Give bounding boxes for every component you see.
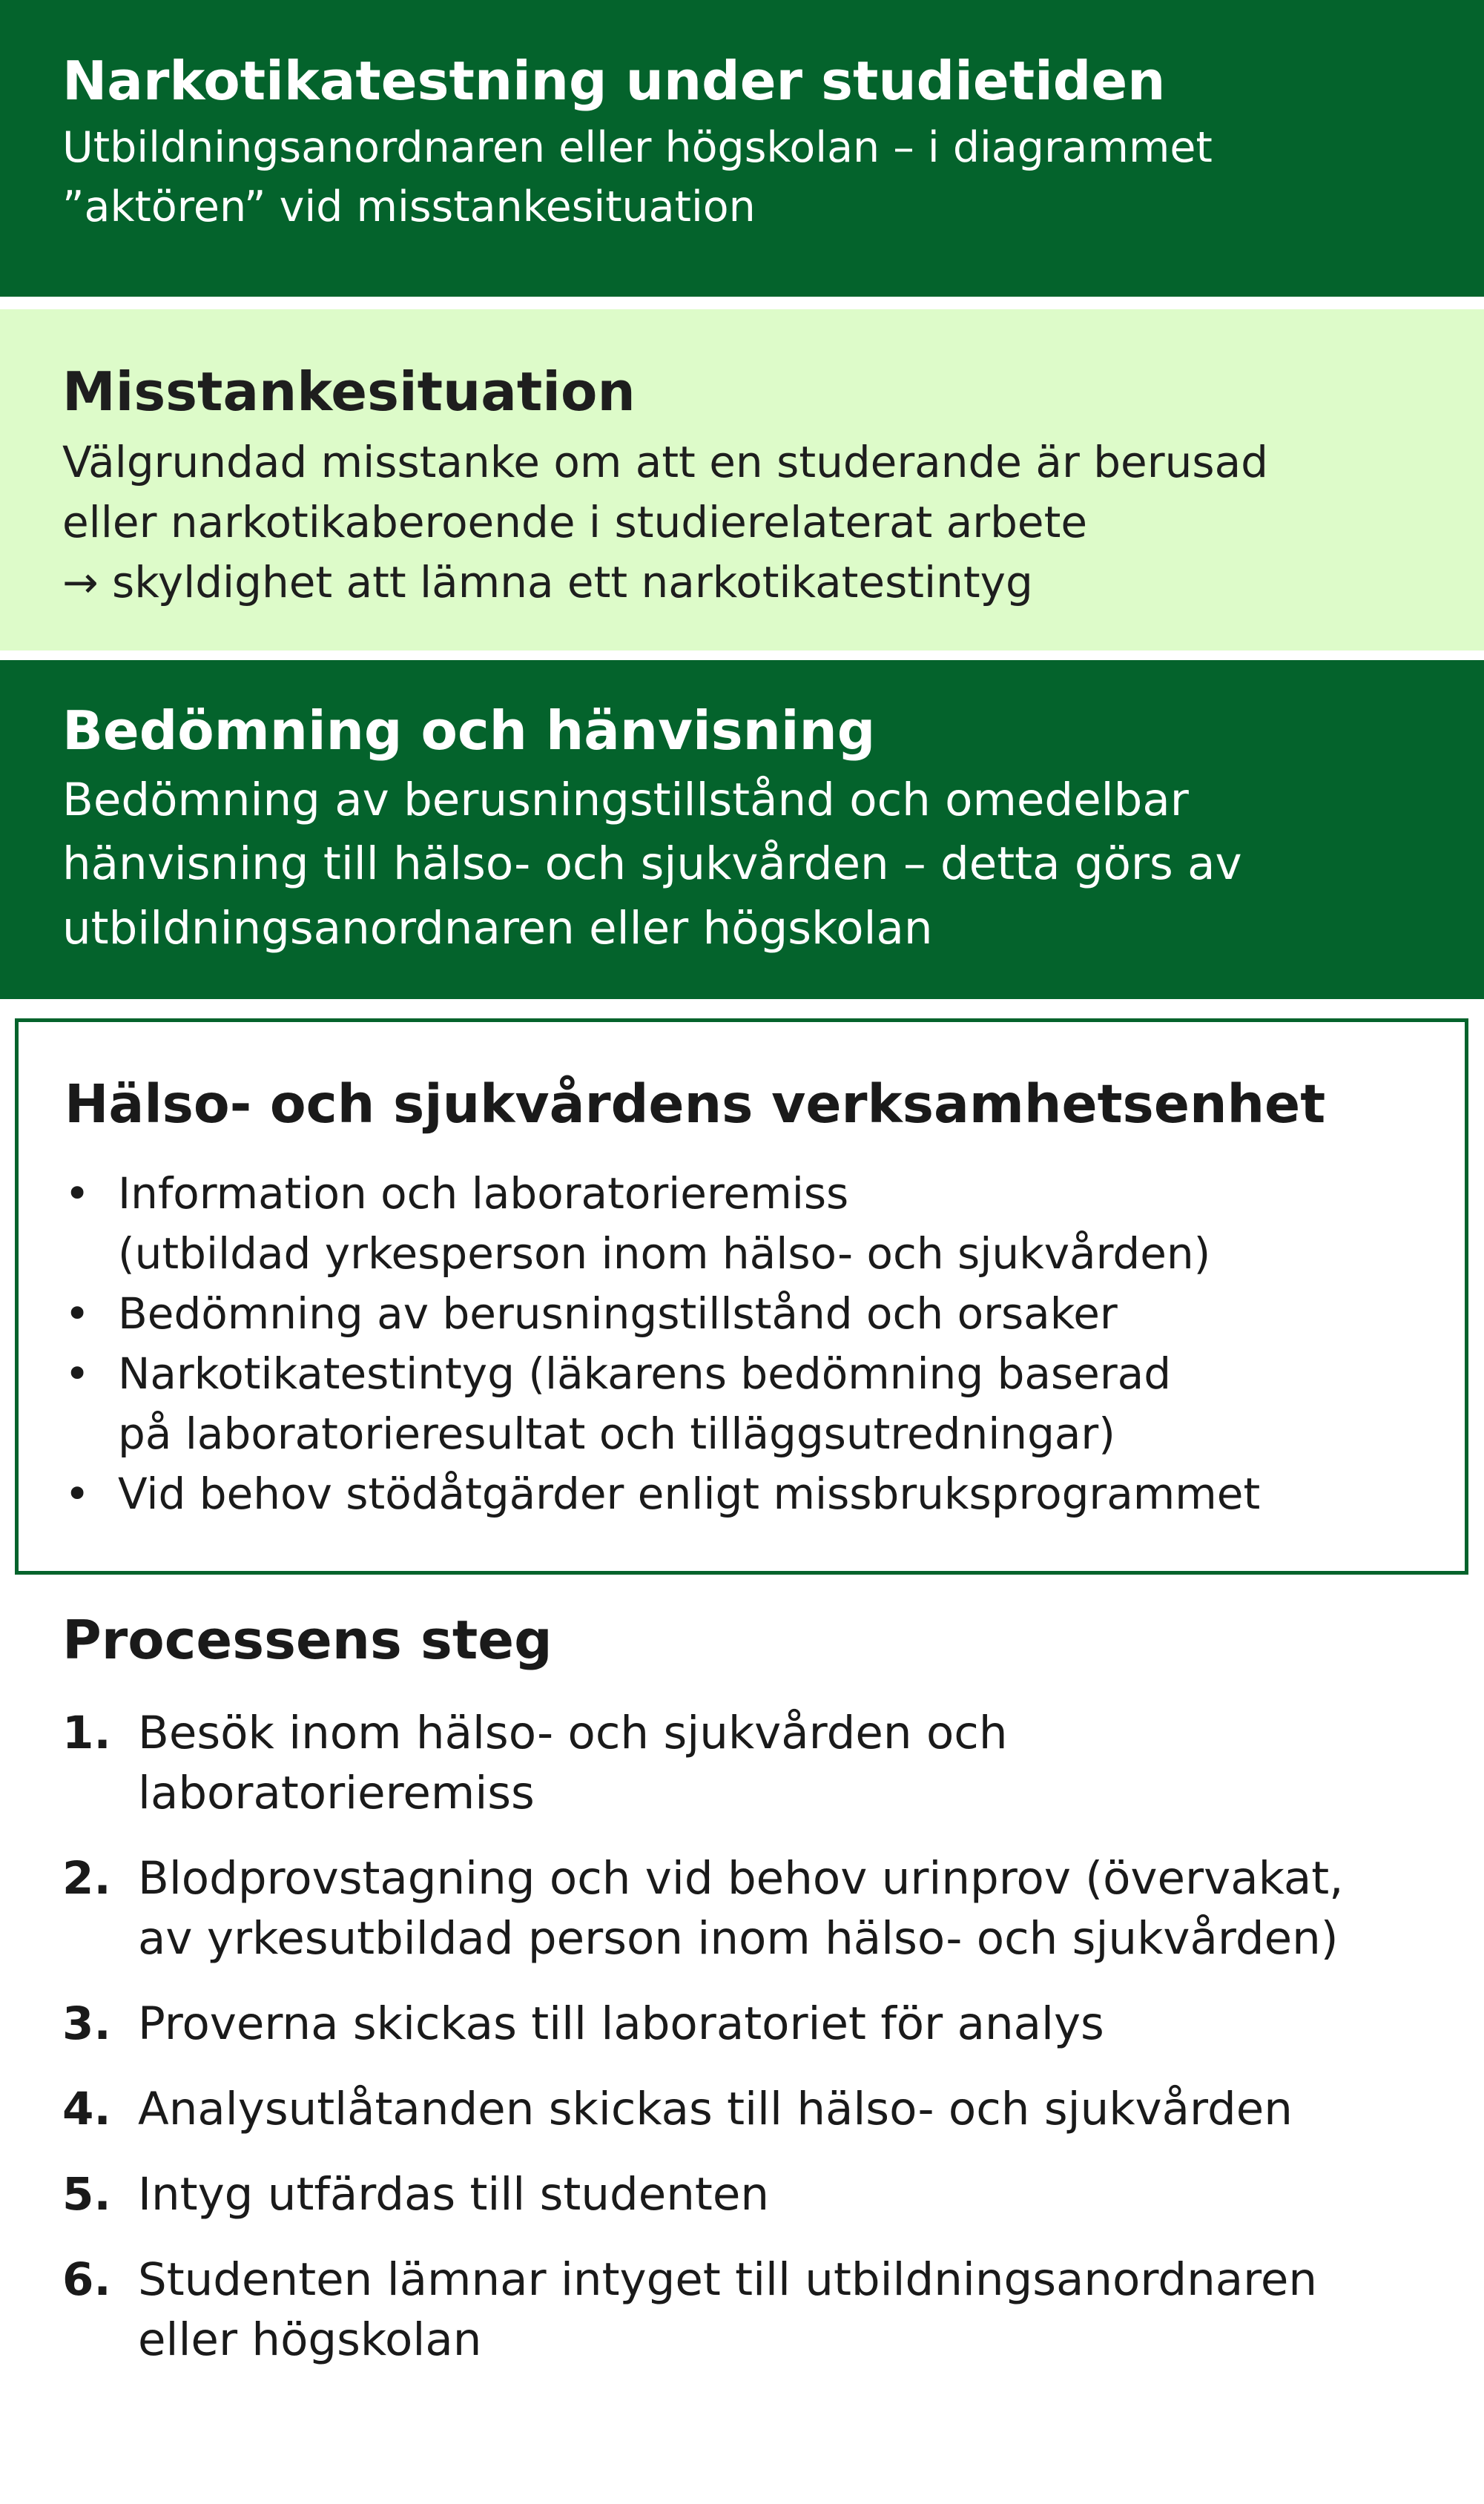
process-step (62, 1703, 1457, 1823)
process-step (62, 1848, 1457, 1968)
process-step (62, 1994, 1457, 2054)
process-title: Processens steg (62, 1609, 553, 1671)
step-number: 5. (62, 2168, 111, 2221)
page-title: Narkotikatestning under studietiden (62, 50, 1166, 112)
healthcare-unit-list (65, 1164, 1465, 1524)
list-item (65, 1344, 1465, 1464)
list-item (65, 1464, 1465, 1524)
step-text: Besök inom hälso- och sjukvården och laboratorieremiss (138, 1707, 1008, 1820)
list-item (65, 1164, 1465, 1284)
suspicion-band (0, 309, 1484, 650)
list-item-text: Vid behov stödåtgärder enligt missbruksprogrammet (118, 1469, 1261, 1520)
step-number: 6. (62, 2253, 111, 2307)
list-item-text: Bedömning av berusningstillstånd och orsaker (118, 1288, 1118, 1340)
step-text: Blodprovstagning och vid behov urinprov (övervakat, av yrkesutbildad person inom hälso- och sjukvården) (138, 1852, 1344, 1966)
process-step (62, 2079, 1457, 2139)
assessment-title: Bedömning och hänvisning (62, 699, 876, 762)
step-number: 3. (62, 1997, 111, 2051)
assessment-line-1: Bedömning av berusningstillstånd och omedelbar (62, 773, 1189, 826)
step-text: Analysutlåtanden skickas till hälso- och sjukvården (138, 2083, 1293, 2136)
assessment-line-3: utbildningsanordnaren eller högskolan (62, 902, 933, 955)
step-text: Studenten lämnar intyget till utbildningsanordnaren eller högskolan (138, 2253, 1318, 2367)
suspicion-line-3: → skyldighet att lämna ett narkotikatestintyg (62, 557, 1033, 608)
list-item-text: Narkotikatestintyg (läkarens bedömning baserad på laboratorieresultat och tilläggsutredningar) (118, 1348, 1172, 1460)
list-item-text: Information och laboratorieremiss (utbildad yrkesperson inom hälso- och sjukvården) (118, 1168, 1211, 1279)
assessment-band (0, 660, 1484, 999)
header-subtitle-line-1: Utbildningsanordnaren eller högskolan – i diagrammet (62, 122, 1213, 172)
process-step (62, 2164, 1457, 2224)
healthcare-unit-box (15, 1018, 1468, 1575)
step-number: 2. (62, 1852, 111, 1905)
process-step (62, 2250, 1457, 2370)
step-text: Intyg utfärdas till studenten (138, 2168, 770, 2221)
process-steps (62, 1608, 1457, 2395)
step-number: 4. (62, 2083, 111, 2136)
suspicion-line-1: Välgrundad misstanke om att en studerande är berusad (62, 436, 1268, 487)
step-text: Proverna skickas till laboratoriet för analys (138, 1997, 1104, 2051)
bullet-icon: • (65, 1348, 90, 1400)
assessment-line-2: hänvisning till hälso- och sjukvården – detta görs av (62, 837, 1242, 891)
step-number: 1. (62, 1707, 111, 1760)
suspicion-line-2: eller narkotikaberoende i studierelaterat arbete (62, 497, 1088, 548)
header-subtitle-line-2: ”aktören” vid misstankesituation (62, 182, 756, 231)
bullet-icon: • (65, 1168, 90, 1219)
bullet-icon: • (65, 1469, 90, 1520)
healthcare-unit-title: Hälso- och sjukvårdens verksamhetsenhet (65, 1073, 1326, 1135)
bullet-icon: • (65, 1288, 90, 1340)
header-band (0, 0, 1484, 297)
list-item (65, 1284, 1465, 1344)
suspicion-title: Misstankesituation (62, 360, 636, 423)
